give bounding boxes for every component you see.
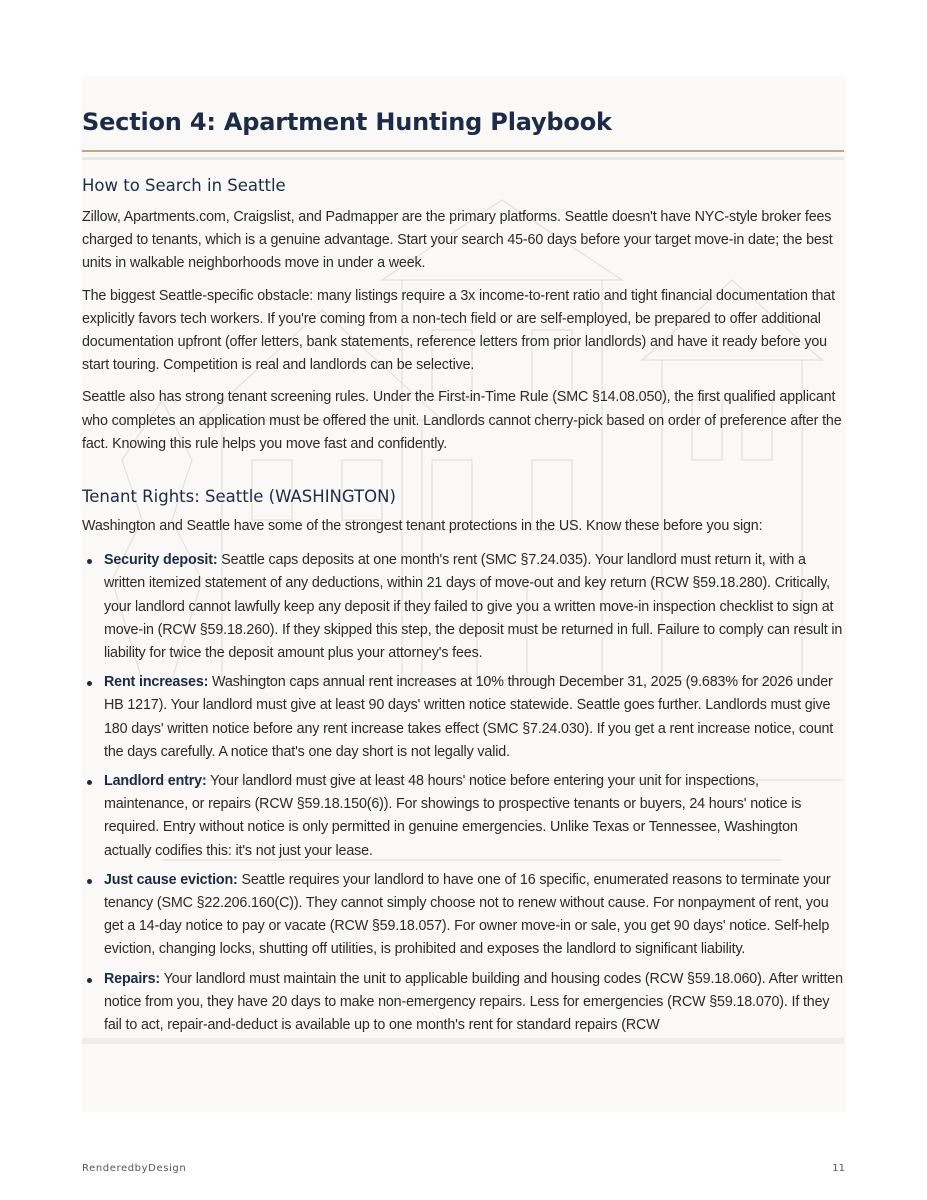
list-item-just-cause-eviction xyxy=(82,869,844,962)
item-text: Seattle caps deposits at one month's rent (SMC §7.24.035). Your landlord must return it, with a written itemized statement of any deductions, within 21 days of move-out and key return (RCW §59.18.280). Critically, your landlord cannot lawfully keep any deposit if they failed to give you a written move-in inspection checklist to sign at move-in (RCW §59.18.260). If they skipped this step, the deposit must be returned in full. Failure to comply can result in liability for twice the deposit amount plus your attorney's fees. xyxy=(104,552,843,662)
footer-page-number: 11 xyxy=(832,1163,845,1174)
item-label: Landlord entry: xyxy=(104,773,207,790)
page-title: Section 4: Apartment Hunting Playbook xyxy=(82,108,612,136)
list-item-rent-increases xyxy=(82,671,844,764)
search-section xyxy=(82,176,844,456)
title-divider-shadow xyxy=(82,157,844,160)
tenant-rights-section xyxy=(82,487,844,1043)
search-paragraph-2: The biggest Seattle-specific obstacle: many listings require a 3x income-to-rent ratio and tight financial documentation that explicitly favors tech workers. If you're coming from a non-tech field or are self-employed, be prepared to offer additional documentation upfront (offer letters, bank statements, reference letters from prior landlords) and have it ready before you start touring. Competition is real and landlords can be selective. xyxy=(82,287,835,374)
item-label: Repairs: xyxy=(104,970,161,987)
item-label: Security deposit: xyxy=(104,552,218,569)
tenant-rights-list xyxy=(82,549,844,1037)
tenant-rights-heading: Tenant Rights: Seattle (WASHINGTON) xyxy=(82,487,396,506)
item-text: Seattle requires your landlord to have one of 16 specific, enumerated reasons to terminate your tenancy (SMC §22.206.160(C)). They cannot simply choose not to renew without cause. For nonpayment of rent, you get a 14-day notice to pay or vacate (RCW §59.18.057). For owner move-in or sale, you get 90 days' notice. Self-help eviction, changing locks, shutting off utilities, is prohibited and exposes the landlord to significant liability. xyxy=(104,871,831,958)
list-item-landlord-entry xyxy=(82,770,844,863)
item-text: Your landlord must give at least 48 hours' notice before entering your unit for inspections, maintenance, or repairs (RCW §59.18.150(6)). For showings to prospective tenants or buyers, 24 hours' notice is required. Entry without notice is only permitted in genuine emergencies. Unlike Texas or Tennessee, Washington actually codifies this: it's not just your lease. xyxy=(104,773,802,859)
footer-brand: RenderedbyDesign xyxy=(82,1163,187,1174)
list-item-repairs xyxy=(82,968,844,1038)
tenant-rights-intro: Washington and Seattle have some of the strongest tenant protections in the US. Know these before you sign: xyxy=(82,518,763,534)
list-item-security-deposit xyxy=(82,549,844,665)
search-paragraph-3: Seattle also has strong tenant screening rules. Under the First-in-Time Rule (SMC §14.08.050), the first qualified applicant who completes an application must be offered the unit. Landlords cannot cherry-pick based on order of preference after the fact. Knowing this rule helps you move fast and confidently. xyxy=(82,389,842,452)
item-label: Rent increases: xyxy=(104,674,209,691)
item-text: Washington caps annual rent increases at 10% through December 31, 2025 (9.683% for 2026 under HB 1217). Your landlord must give at least 90 days' written notice statewide. Seattle goes further. Landlords must give 180 days' written notice before any rent increase takes effect (SMC §7.24.030). If you get a rent increase notice, count the days carefully. A notice that's one day short is not legally valid. xyxy=(104,674,834,760)
bottom-band xyxy=(82,1038,844,1044)
search-heading: How to Search in Seattle xyxy=(82,176,286,195)
item-text: Your landlord must maintain the unit to applicable building and housing codes (RCW §59.18.060). After written notice from you, they have 20 days to make non-emergency repairs. Less for emergencies (RCW §59.18.070). If they fail to act, repair-and-deduct is available up to one month's rent for standard repairs (RCW xyxy=(104,970,843,1034)
search-paragraph-1: Zillow, Apartments.com, Craigslist, and Padmapper are the primary platforms. Seattle doesn't have NYC-style broker fees charged to tenants, which is a genuine advantage. Start your search 45-60 days before your target move-in date; the best units in walkable neighborhoods move in under a week. xyxy=(82,209,833,272)
item-label: Just cause eviction: xyxy=(104,871,238,888)
title-divider xyxy=(82,150,844,152)
